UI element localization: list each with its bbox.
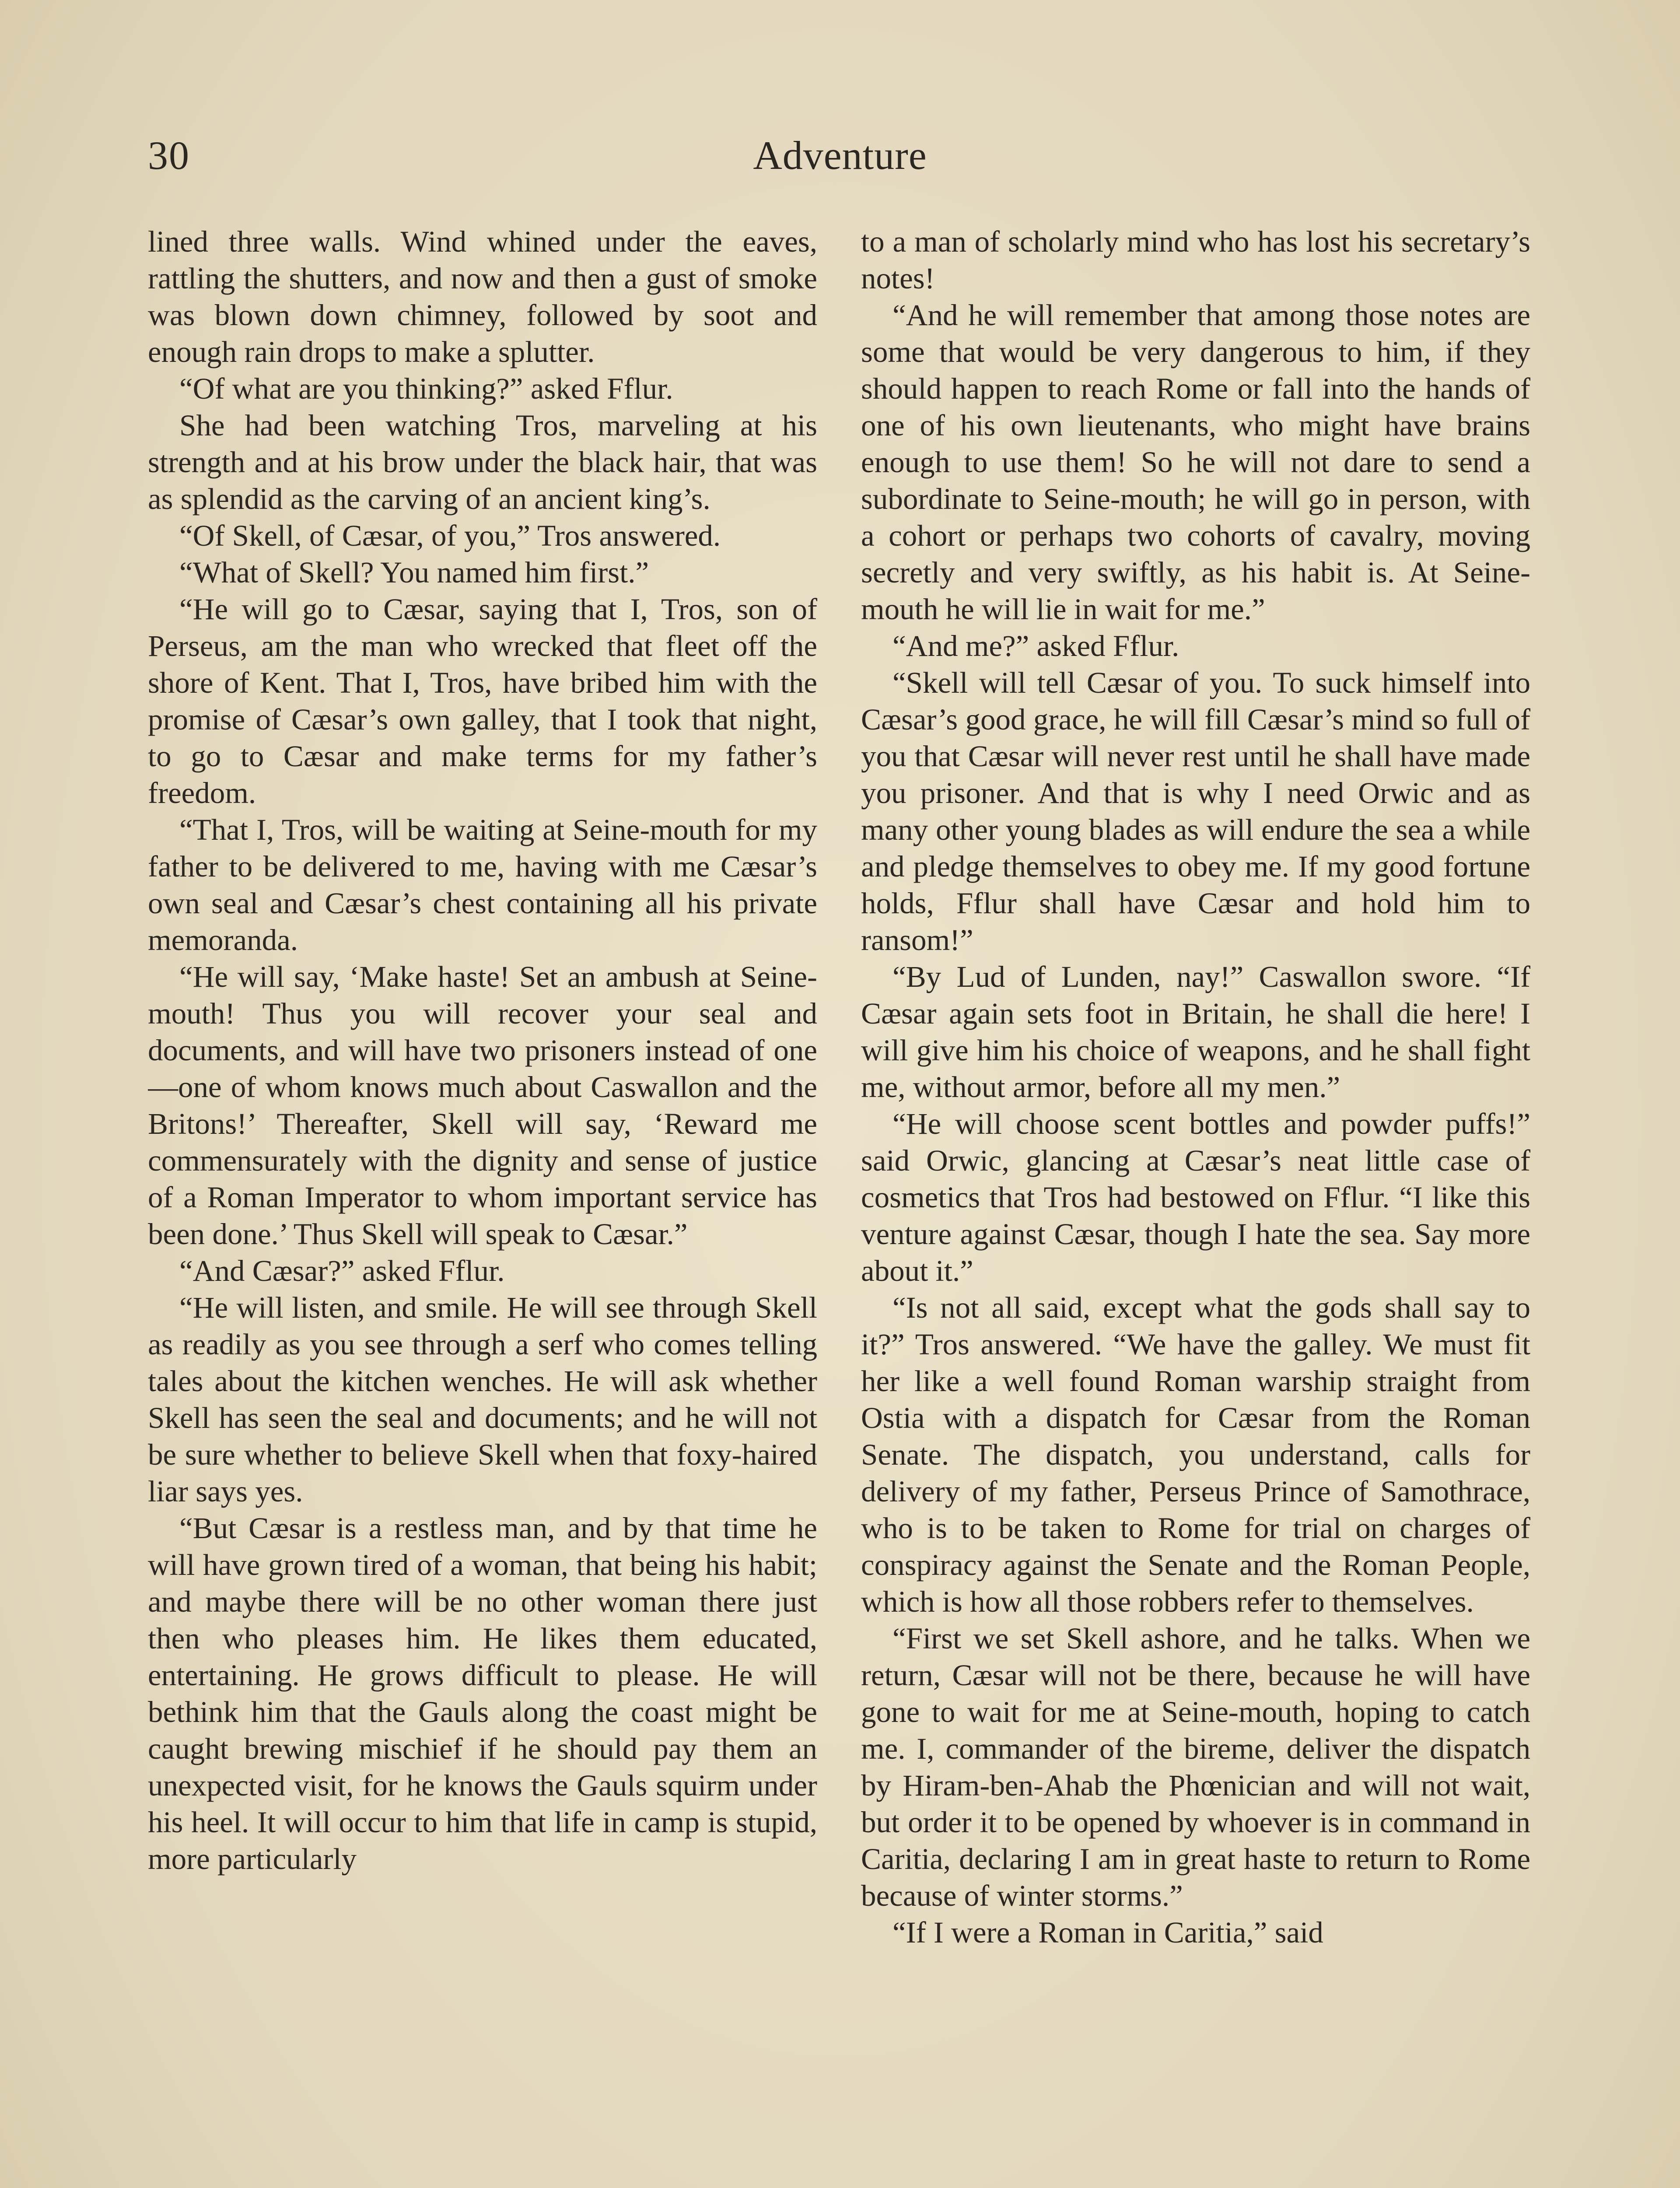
paragraph: “What of Skell? You named him first.” [179,556,649,589]
running-title: Adventure [753,133,927,178]
paragraph: lined three walls. Wind whined under the eaves, rattling the shutters, and now and then a gust of smoke was blown down chimney, followed by soot and enough rain drops to make a splutter. [148,225,817,368]
paragraph: “Is not all said, except what the gods shall say to it?” Tros answered. “We have the galley. We must fit her like a well found Roman warship straight from Ostia with a dispatch for Cæsar from the Roman Senate. The dispatch, you understand, calls for delivery of my father, Perseus Prince of Samothrace, who is to be taken to Rome for trial on charges of conspiracy against the Senate and the Roman People, which is how all those robbers refer to themselves. [861,1291,1530,1618]
paragraph: “He will say, ‘Make haste! Set an ambush at Seine-mouth! Thus you will recover your seal and documents, and will have two prisoners instead of one—one of whom knows much about Caswallon and the Britons!’ Thereafter, Skell will say, ‘Reward me commensurately with the dignity and sense of justice of a Roman Imperator to whom important service has been done.’ Thus Skell will speak to Cæsar.” [148,960,817,1251]
paragraph: to a man of scholarly mind who has lost his secretary’s notes! [861,225,1530,295]
paragraph: “By Lud of Lunden, nay!” Caswallon swore. “If Cæsar again sets foot in Britain, he shall die here! I will give him his choice of weapons, and he shall fight me, without armor, before all my men.” [861,960,1530,1104]
paragraph: “He will listen, and smile. He will see through Skell as readily as you see through a serf who comes telling tales about the kitchen wenches. He will ask whether Skell has seen the seal and documents; and he will not be sure whether to believe Skell when that foxy-haired liar says yes. [148,1291,817,1508]
paragraph: “He will choose scent bottles and powder puffs!” said Orwic, glancing at Cæsar’s neat little case of cosmetics that Tros had bestowed on Fflur. “I like this venture against Cæsar, though I hate the sea. Say more about it.” [861,1107,1530,1287]
left-column [148,223,817,2188]
right-column [861,223,1530,2188]
paragraph: “But Cæsar is a restless man, and by that time he will have grown tired of a woman, that being his habit; and maybe there will be no other woman there just then who pleases him. He likes them educated, entertaining. He grows difficult to please. He will bethink him that the Gauls along the coast might be caught brewing mischief if he should pay them an unexpected visit, for he knows the Gauls squirm under his heel. It will occur to him that life in camp is stupid, more particularly [148,1511,817,1876]
paragraph: “If I were a Roman in Caritia,” said [892,1916,1323,1949]
paragraph: “First we set Skell ashore, and he talks. When we return, Cæsar will not be there, because he will have gone to wait for me at Seine-mouth, hoping to catch me. I, commander of the bireme, deliver the dispatch by Hiram-ben-Ahab the Phœnician and will not wait, but order it to be opened by whoever is in command in Caritia, declaring I am in great haste to return to Rome because of winter storms.” [861,1622,1530,1912]
paragraph: “And he will remember that among those notes are some that would be very dangerous to him, if they should happen to reach Rome or fall into the hands of one of his own lieutenants, who might have brains enough to use them! So he will not dare to send a subordinate to Seine-mouth; he will go in person, with a cohort or perhaps two cohorts of cavalry, moving secretly and very swiftly, as his habit is. At Seine-mouth he will lie in wait for me.” [861,298,1530,626]
paragraph: “Of Skell, of Cæsar, of you,” Tros answered. [179,519,721,552]
paragraph: “Of what are you thinking?” asked Fflur. [179,372,673,405]
paragraph: “And me?” asked Fflur. [892,629,1180,663]
page-number: 30 [148,133,190,178]
page-header [0,127,1680,184]
paragraph: “That I, Tros, will be waiting at Seine-mouth for my father to be delivered to me, having with me Cæsar’s own seal and Cæsar’s chest containing all his private memoranda. [148,813,817,957]
paragraph: “He will go to Cæsar, saying that I, Tros, son of Perseus, am the man who wrecked that fleet off the shore of Kent. That I, Tros, have bribed him with the promise of Cæsar’s own galley, that I took that night, to go to Cæsar and make terms for my father’s freedom. [148,593,817,810]
paragraph: “Skell will tell Cæsar of you. To suck himself into Cæsar’s good grace, he will fill Cæsar’s mind so full of you that Cæsar will never rest until he shall have made you prisoner. And that is why I need Orwic and as many other young blades as will endure the sea a while and pledge themselves to obey me. If my good fortune holds, Fflur shall have Cæsar and hold him to ransom!” [861,666,1530,957]
paragraph: She had been watching Tros, marveling at his strength and at his brow under the black hair, that was as splendid as the carving of an ancient king’s. [148,409,817,515]
paragraph: “And Cæsar?” asked Fflur. [179,1254,505,1287]
